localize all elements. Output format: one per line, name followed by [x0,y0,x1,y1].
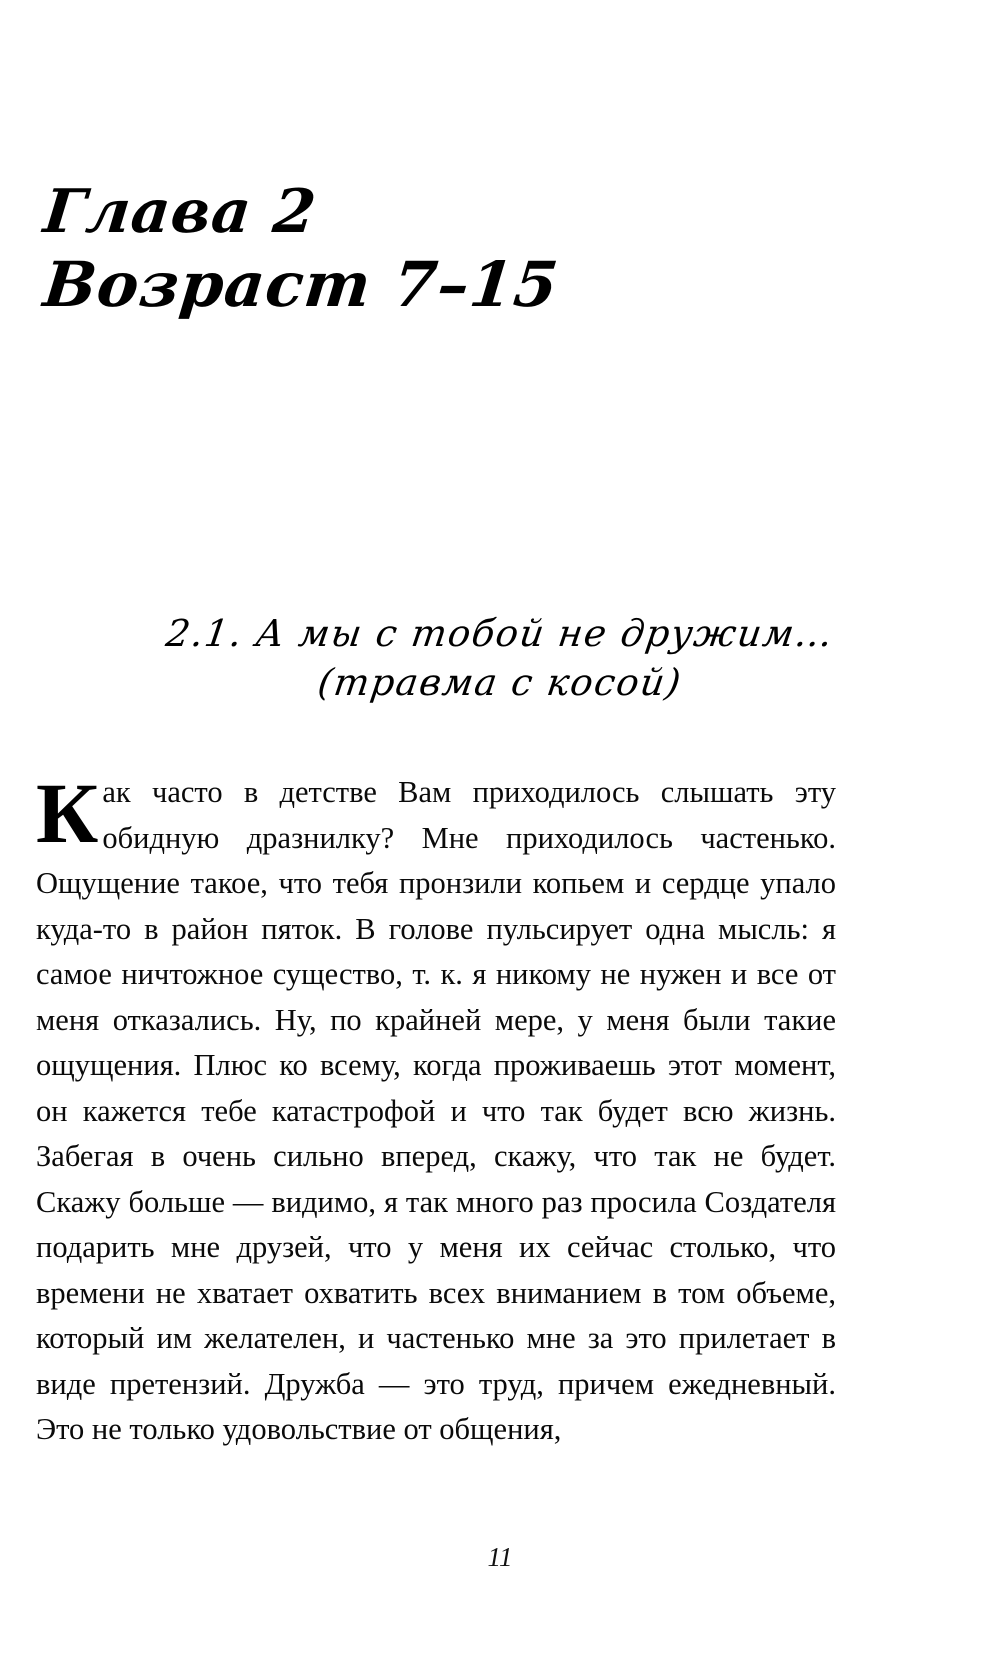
drop-cap: К [36,765,99,861]
page-number: 11 [487,1542,513,1572]
section-heading-line-2: (травма с косой) [315,661,685,705]
chapter-heading-line-2: Возраст 7–15 [40,248,563,322]
chapter-heading [40,177,744,322]
chapter-heading-line-1: Глава 2 [40,177,320,247]
body-text-block [36,765,836,1453]
body-paragraph-text: ак часто в детстве Вам приходилось слышать эту обидную дразнилку? Мне приходилось частенько. Ощущение такое, что тебя пронзили копьем и сердце упало куда-то в район пяток. В голове пульсирует одна мысль: я самое ничтожное существо, т. к. я никому не нужен и все от меня отказались. Ну, по крайней мере, у меня были такие ощущения. Плюс ко всему, когда проживаешь этот момент, он кажется тебе катастрофой и что так будет всю жизнь. Забегая в очень сильно вперед, скажу, что так не будет. Скажу больше — видимо, я так много раз просила Создателя подарить мне друзей, что у меня их сейчас столько, что времени не хватает охватить всех вниманием в том объеме, который им желателен, и частенько мне за это прилетает в виде претензий. Дружба — это труд, причем ежедневный. Это не только удовольствие от общения, [36,775,836,1446]
body-paragraph [36,765,836,1453]
section-heading [60,610,940,707]
section-heading-line-1: 2.1. А мы с тобой не дружим… [163,612,837,655]
